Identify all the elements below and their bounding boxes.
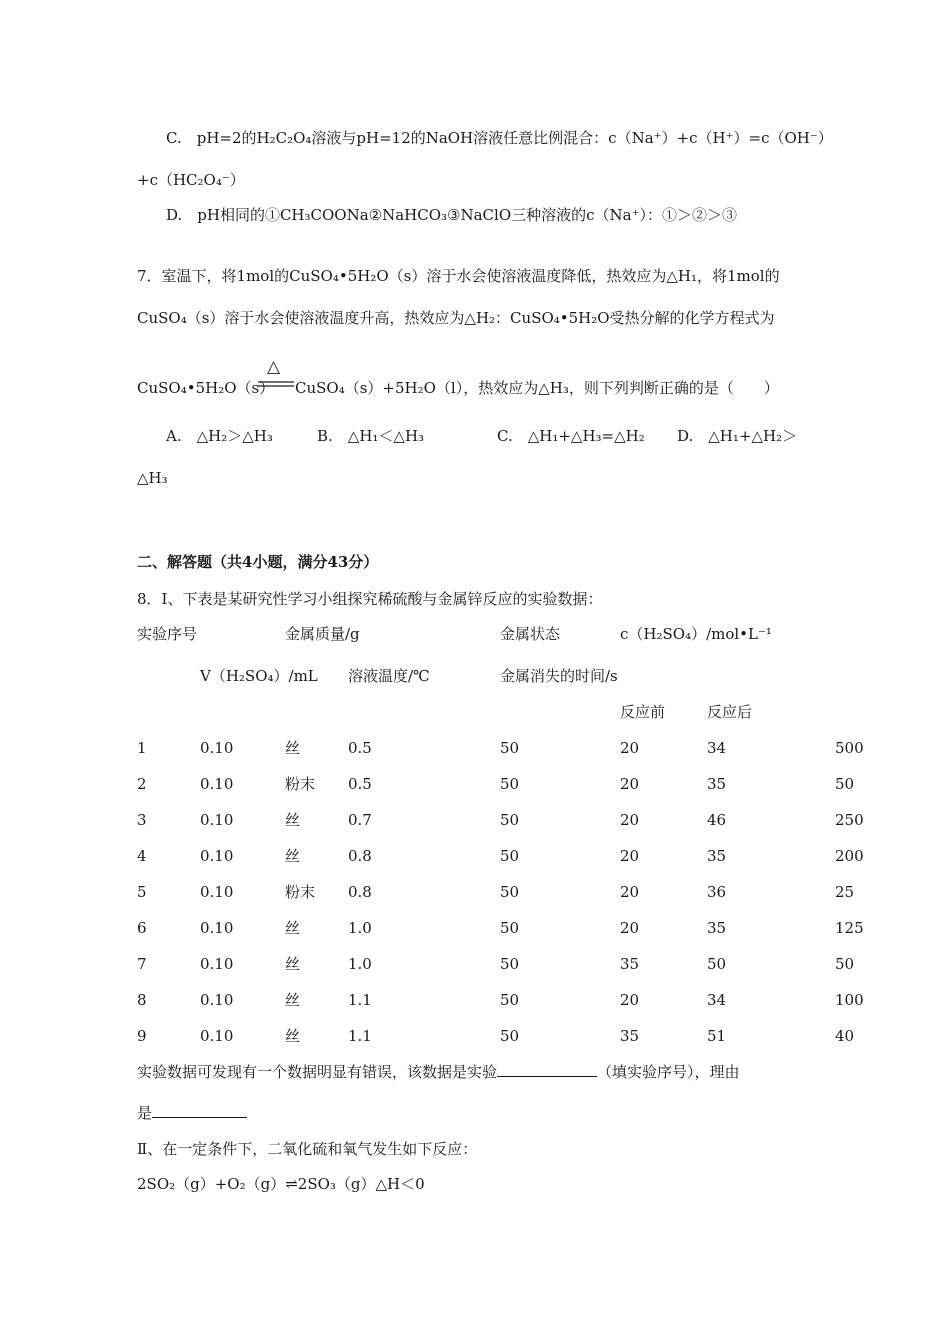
header-metal-state: 金属状态 [500, 625, 561, 643]
table-cell: 50 [835, 775, 855, 793]
table-cell: 0.10 [200, 811, 234, 829]
table-cell: 0.8 [348, 847, 372, 865]
table-cell: 125 [835, 919, 864, 937]
table-cell: 50 [707, 955, 727, 973]
table-cell: 0.5 [348, 775, 372, 793]
q6-option-d: D. pH相同的①CH₃COONa②NaHCO₃③NaClO三种溶液的c（Na⁺）：①＞②＞③ [166, 206, 738, 224]
q8-part2-equation: 2SO₂（g）+O₂（g）⇌2SO₃（g）△H＜0 [137, 1175, 425, 1193]
table-cell: 丝 [285, 991, 301, 1009]
header-experiment-no: 实验序号 [137, 625, 198, 643]
answer-blank-experiment[interactable] [497, 1060, 597, 1077]
table-cell: 34 [707, 991, 727, 1009]
q7-option-b: B. △H₁＜△H₃ [317, 427, 425, 445]
q7-option-d-cont: △H₃ [137, 469, 168, 487]
table-cell: 35 [707, 919, 727, 937]
table-cell: 0.10 [200, 775, 234, 793]
table-cell: 35 [620, 1027, 640, 1045]
table-cell: 20 [620, 739, 640, 757]
header-metal-mass: 金属质量/g [285, 625, 360, 643]
table-cell: 4 [137, 847, 147, 865]
error-text-before: 实验数据可发现有一个数据明显有错误，该数据是实验 [137, 1063, 498, 1081]
table-cell: 500 [835, 739, 864, 757]
header-acid-volume: V（H₂SO₄）/mL [200, 667, 318, 685]
table-cell: 34 [707, 739, 727, 757]
header-before-reaction: 反应前 [620, 703, 666, 721]
table-cell: 1.0 [348, 955, 372, 973]
table-cell: 丝 [285, 739, 301, 757]
table-cell: 35 [707, 847, 727, 865]
table-cell: 0.10 [200, 919, 234, 937]
q8-error-question [137, 1060, 740, 1082]
answer-blank-reason[interactable] [152, 1101, 247, 1118]
q7-equation-right: CuSO₄（s）+5H₂O（l），热效应为△H₃，则下列判断正确的是（ ） [295, 379, 779, 397]
table-cell: 50 [500, 775, 520, 793]
table-cell: 46 [707, 811, 727, 829]
table-cell: 20 [620, 991, 640, 1009]
table-cell: 50 [500, 955, 520, 973]
table-cell: 20 [620, 883, 640, 901]
table-cell: 8 [137, 991, 147, 1009]
table-cell: 50 [835, 955, 855, 973]
table-cell: 20 [620, 847, 640, 865]
table-cell: 200 [835, 847, 864, 865]
reason-prefix: 是 [137, 1104, 153, 1122]
table-cell: 20 [620, 919, 640, 937]
table-cell: 粉末 [285, 775, 316, 793]
table-cell: 丝 [285, 1027, 301, 1045]
header-acid-concentration: c（H₂SO₄）/mol•L⁻¹ [620, 625, 772, 643]
table-cell: 丝 [285, 955, 301, 973]
table-cell: 50 [500, 991, 520, 1009]
q8-part2-intro: Ⅱ、在一定条件下，二氧化硫和氧气发生如下反应： [137, 1140, 478, 1158]
q7-stem-line2: CuSO₄（s）溶于水会使溶液温度升高，热效应为△H₂：CuSO₄•5H₂O受热分解的化学方程式为 [137, 309, 775, 327]
table-cell: 50 [500, 811, 520, 829]
table-cell: 1.1 [348, 991, 372, 1009]
table-cell: 5 [137, 883, 147, 901]
table-cell: 35 [620, 955, 640, 973]
table-cell: 250 [835, 811, 864, 829]
double-line-icon [258, 358, 294, 392]
table-cell: 100 [835, 991, 864, 1009]
table-cell: 0.10 [200, 739, 234, 757]
header-disappear-time: 金属消失的时间/s [500, 667, 618, 685]
table-cell: 粉末 [285, 883, 316, 901]
q7-option-a: A. △H₂＞△H₃ [166, 427, 273, 445]
table-cell: 1.0 [348, 919, 372, 937]
table-cell: 20 [620, 775, 640, 793]
table-cell: 0.10 [200, 991, 234, 1009]
table-cell: 51 [707, 1027, 727, 1045]
table-cell: 0.10 [200, 1027, 234, 1045]
q7-option-d: D. △H₁+△H₂＞ [677, 427, 798, 445]
q8-reason-line [137, 1101, 247, 1123]
table-cell: 50 [500, 883, 520, 901]
table-cell: 0.5 [348, 739, 372, 757]
table-cell: 40 [835, 1027, 855, 1045]
table-cell: 50 [500, 739, 520, 757]
table-cell: 0.10 [200, 883, 234, 901]
heat-symbol: △ [267, 357, 281, 377]
table-cell: 0.7 [348, 811, 372, 829]
table-cell: 1 [137, 739, 147, 757]
table-cell: 丝 [285, 811, 301, 829]
table-cell: 2 [137, 775, 147, 793]
table-cell: 7 [137, 955, 147, 973]
table-cell: 0.10 [200, 955, 234, 973]
table-cell: 36 [707, 883, 727, 901]
table-cell: 0.8 [348, 883, 372, 901]
table-cell: 0.10 [200, 847, 234, 865]
table-cell: 9 [137, 1027, 147, 1045]
error-text-after: （填实验序号），理由 [597, 1063, 740, 1081]
table-cell: 25 [835, 883, 855, 901]
table-cell: 丝 [285, 919, 301, 937]
table-cell: 50 [500, 1027, 520, 1045]
q8-intro: 8．Ⅰ、下表是某研究性学习小组探究稀硫酸与金属锌反应的实验数据： [137, 590, 603, 608]
header-after-reaction: 反应后 [707, 703, 753, 721]
heat-reaction-arrow [258, 358, 294, 392]
table-cell: 6 [137, 919, 147, 937]
q6-option-c-line1: C. pH=2的H₂C₂O₄溶液与pH=12的NaOH溶液任意比例混合：c（Na⁺）+c（H⁺）=c（OH⁻） [166, 129, 833, 147]
table-cell: 1.1 [348, 1027, 372, 1045]
q7-stem-line1: 7．室温下，将1mol的CuSO₄•5H₂O（s）溶于水会使溶液温度降低，热效应为△H₁，将1mol的 [137, 267, 780, 285]
header-solution-temp: 溶液温度/℃ [348, 667, 430, 685]
table-cell: 50 [500, 847, 520, 865]
table-cell: 35 [707, 775, 727, 793]
q7-equation-left: CuSO₄•5H₂O（s） [137, 379, 275, 397]
table-cell: 20 [620, 811, 640, 829]
table-cell: 3 [137, 811, 147, 829]
table-cell: 50 [500, 919, 520, 937]
section-title: 二、解答题（共4小题，满分43分） [137, 553, 379, 571]
q6-option-c-line2: +c（HC₂O₄⁻） [137, 171, 245, 189]
q7-option-c: C. △H₁+△H₃=△H₂ [497, 427, 645, 445]
table-cell: 丝 [285, 847, 301, 865]
